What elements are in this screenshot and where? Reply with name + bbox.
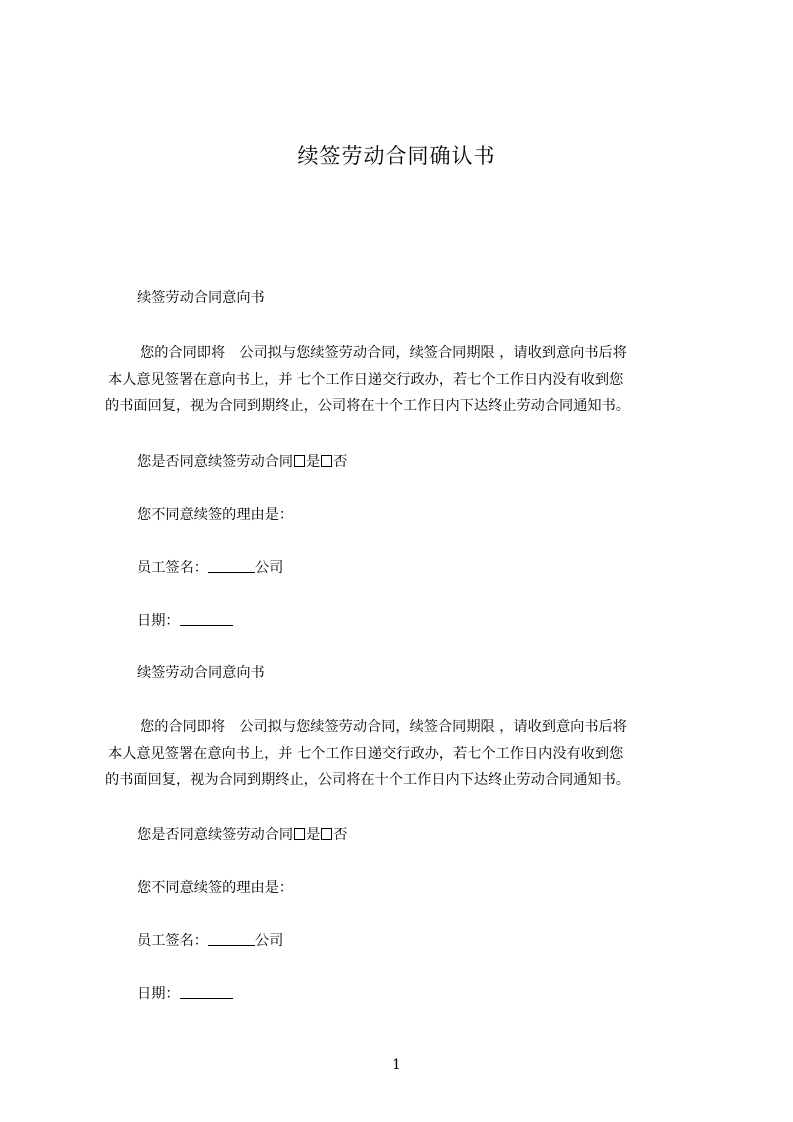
date-blank[interactable] [180,612,233,626]
question-text: 您是否同意续签劳动合同 [137,827,294,843]
body-line: 本人意见签署在意向书上，并 七个工作日递交行政办，若七个工作日内没有收到您 [108,745,624,762]
date-label: 日期： [137,986,180,1002]
reason-label: 您不同意续签的理由是： [137,507,294,523]
yes-checkbox[interactable] [294,828,305,840]
body-line: 的书面回复，视为合同到期终止，公司将在十个工作日内下达终止劳动合同通知书。 [105,398,630,414]
section-heading: 续签劳动合同意向书 [137,290,265,306]
date-line [137,611,233,631]
page-number: 1 [392,1057,401,1073]
section-heading: 续签劳动合同意向书 [137,665,265,681]
option-yes-label: 是 [306,454,321,470]
body-line: 您的合同即将 公司拟与您续签劳动合同，续签合同期限 ，请收到意向书后将 [140,719,627,735]
signature-line [137,931,283,951]
signature-suffix: 公司 [254,560,284,576]
signature-label: 员工签名： [137,933,208,949]
no-checkbox[interactable] [321,455,332,467]
body-line: 的书面回复，视为合同到期终止，公司将在十个工作日内下达终止劳动合同通知书。 [105,772,630,788]
signature-label: 员工签名： [137,560,208,576]
reason-label: 您不同意续签的理由是： [137,880,294,896]
signature-line [137,558,283,578]
section-body [105,714,709,794]
section-body [105,340,709,420]
signature-blank[interactable] [208,932,255,946]
option-no-label: 否 [333,454,348,470]
date-line [137,984,233,1004]
yes-checkbox[interactable] [294,455,305,467]
no-checkbox[interactable] [321,828,332,840]
body-line: 您的合同即将 公司拟与您续签劳动合同，续签合同期限 ，请收到意向书后将 [140,345,627,361]
document-title: 续签劳动合同确认书 [297,144,496,168]
body-line: 本人意见签署在意向书上，并 七个工作日递交行政办，若七个工作日内没有收到您 [108,371,624,388]
signature-suffix: 公司 [254,933,284,949]
date-blank[interactable] [180,985,233,999]
question-text: 您是否同意续签劳动合同 [137,454,294,470]
date-label: 日期： [137,613,180,629]
consent-question [137,452,347,472]
consent-question [137,825,347,845]
option-no-label: 否 [333,827,348,843]
option-yes-label: 是 [306,827,321,843]
signature-blank[interactable] [208,559,255,573]
